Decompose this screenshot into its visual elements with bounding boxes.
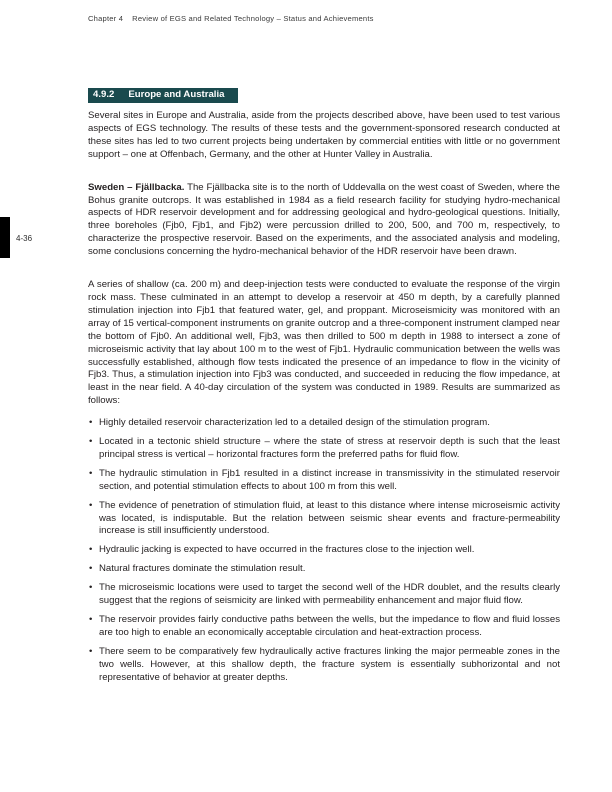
bullet-item: • There seem to be comparatively few hydraulically active fractures linking the major permeable zones in the two wells. However, at this shallow depth, the fracture system is essentially subhorizontal and not representative of behavior at greater depths.: [88, 646, 560, 685]
bullet-item: • The reservoir provides fairly conductive paths between the wells, but the impedance to flow and fluid losses are too high to enable an economically acceptable circulation and heat-extraction process.: [88, 614, 560, 640]
page-header: [88, 14, 374, 23]
bullet-item: • Natural fractures dominate the stimulation result.: [88, 563, 560, 576]
paragraph-sweden: [88, 182, 560, 259]
bullet-item: • The evidence of penetration of stimulation fluid, at least to this distance where intense microseismic activity was located, is indisputable. But the relation between seismic shear events and fracture-permeability increase is still insufficiently understood.: [88, 500, 560, 539]
chapter-title: Review of EGS and Related Technology – Status and Achievements: [132, 14, 374, 23]
chapter-label: Chapter 4: [88, 14, 124, 23]
paragraph-lead-in: Sweden – Fjällbacka.: [88, 181, 185, 193]
page-content: [88, 84, 560, 691]
results-bullet-list: [88, 417, 560, 684]
side-tab-bar: [0, 217, 10, 258]
section-title: Europe and Australia: [128, 89, 225, 100]
page-number-tab: 4-36: [16, 234, 33, 243]
paragraph-tests: A series of shallow (ca. 200 m) and deep-injection tests were conducted to evaluate the response of the virgin rock mass. These culminated in an attempt to develop a reservoir at 450 m depth, by a carefully planned stimulation injection into Fjb1 that featured water, gel, and proppant. Microseismicity was monitored with an array of 15 vertical-component instruments on granite outcrop and a three-component instrument clamped near the bottom of Fjb0. An additional well, Fjb3, was then drilled to 500 m depth in 1988 to intersect a zone of microseismic activity that lay about 100 m to the west of Fjb1. Hydraulic communication between the wells was successfully established, although flow tests indicated the presence of an impedance to flow in the vicinity of Fjb3. Thus, a stimulation injection into Fjb3 was conducted, and succeeded in reducing the flow impedance, at least in the near field. A 40-day circulation of the system was conducted in 1989. Results are summarized as follows:: [88, 279, 560, 407]
paragraph-sweden-body: The Fjällbacka site is to the north of Uddevalla on the west coast of Sweden, where the Bohus granite outcrops. It was established in 1984 as a field research facility for studying hydro-mechanical aspects of HDR reservoir development and for addressing geological and hydro-geological questions. Initially, three boreholes (Fjb0, Fjb1, and Fjb2) were percussion drilled to 200, 500, and 700 m, respectively, to characterize the prospective reservoir. Based on the experiments, and the associated analysis and modeling, some conclusions concerning the hydro-mechanical behavior of the HDR reservoir have been drawn.: [88, 181, 561, 258]
bullet-item: • The microseismic locations were used to target the second well of the HDR doublet, and the results clearly suggest that the regions of seismicity are linked with permeability enhancement and major fluid flow.: [88, 582, 560, 608]
section-number: 4.9.2: [93, 89, 115, 100]
bullet-item: • Hydraulic jacking is expected to have occurred in the fractures close to the injection well.: [88, 544, 560, 557]
paragraph-intro: Several sites in Europe and Australia, aside from the projects described above, have been used to test various aspects of EGS technology. The results of these tests and the government-sponsored research conducted at these sites has led to two current projects being undertaken by commercial entities with little or no government support – one at Offenbach, Germany, and the other at Hunter Valley in Australia.: [88, 110, 560, 160]
bullet-item: • Highly detailed reservoir characterization led to a detailed design of the stimulation program.: [88, 417, 560, 430]
bullet-item: • The hydraulic stimulation in Fjb1 resulted in a distinct increase in transmissivity in the stimulated reservoir section, and potential stimulation effects to about 100 m from this well.: [88, 468, 560, 494]
bullet-item: • Located in a tectonic shield structure – where the state of stress at reservoir depth is such that the least principal stress is vertical – horizontal fractures form the preferred paths for fluid flow.: [88, 436, 560, 462]
section-heading: [88, 88, 238, 104]
